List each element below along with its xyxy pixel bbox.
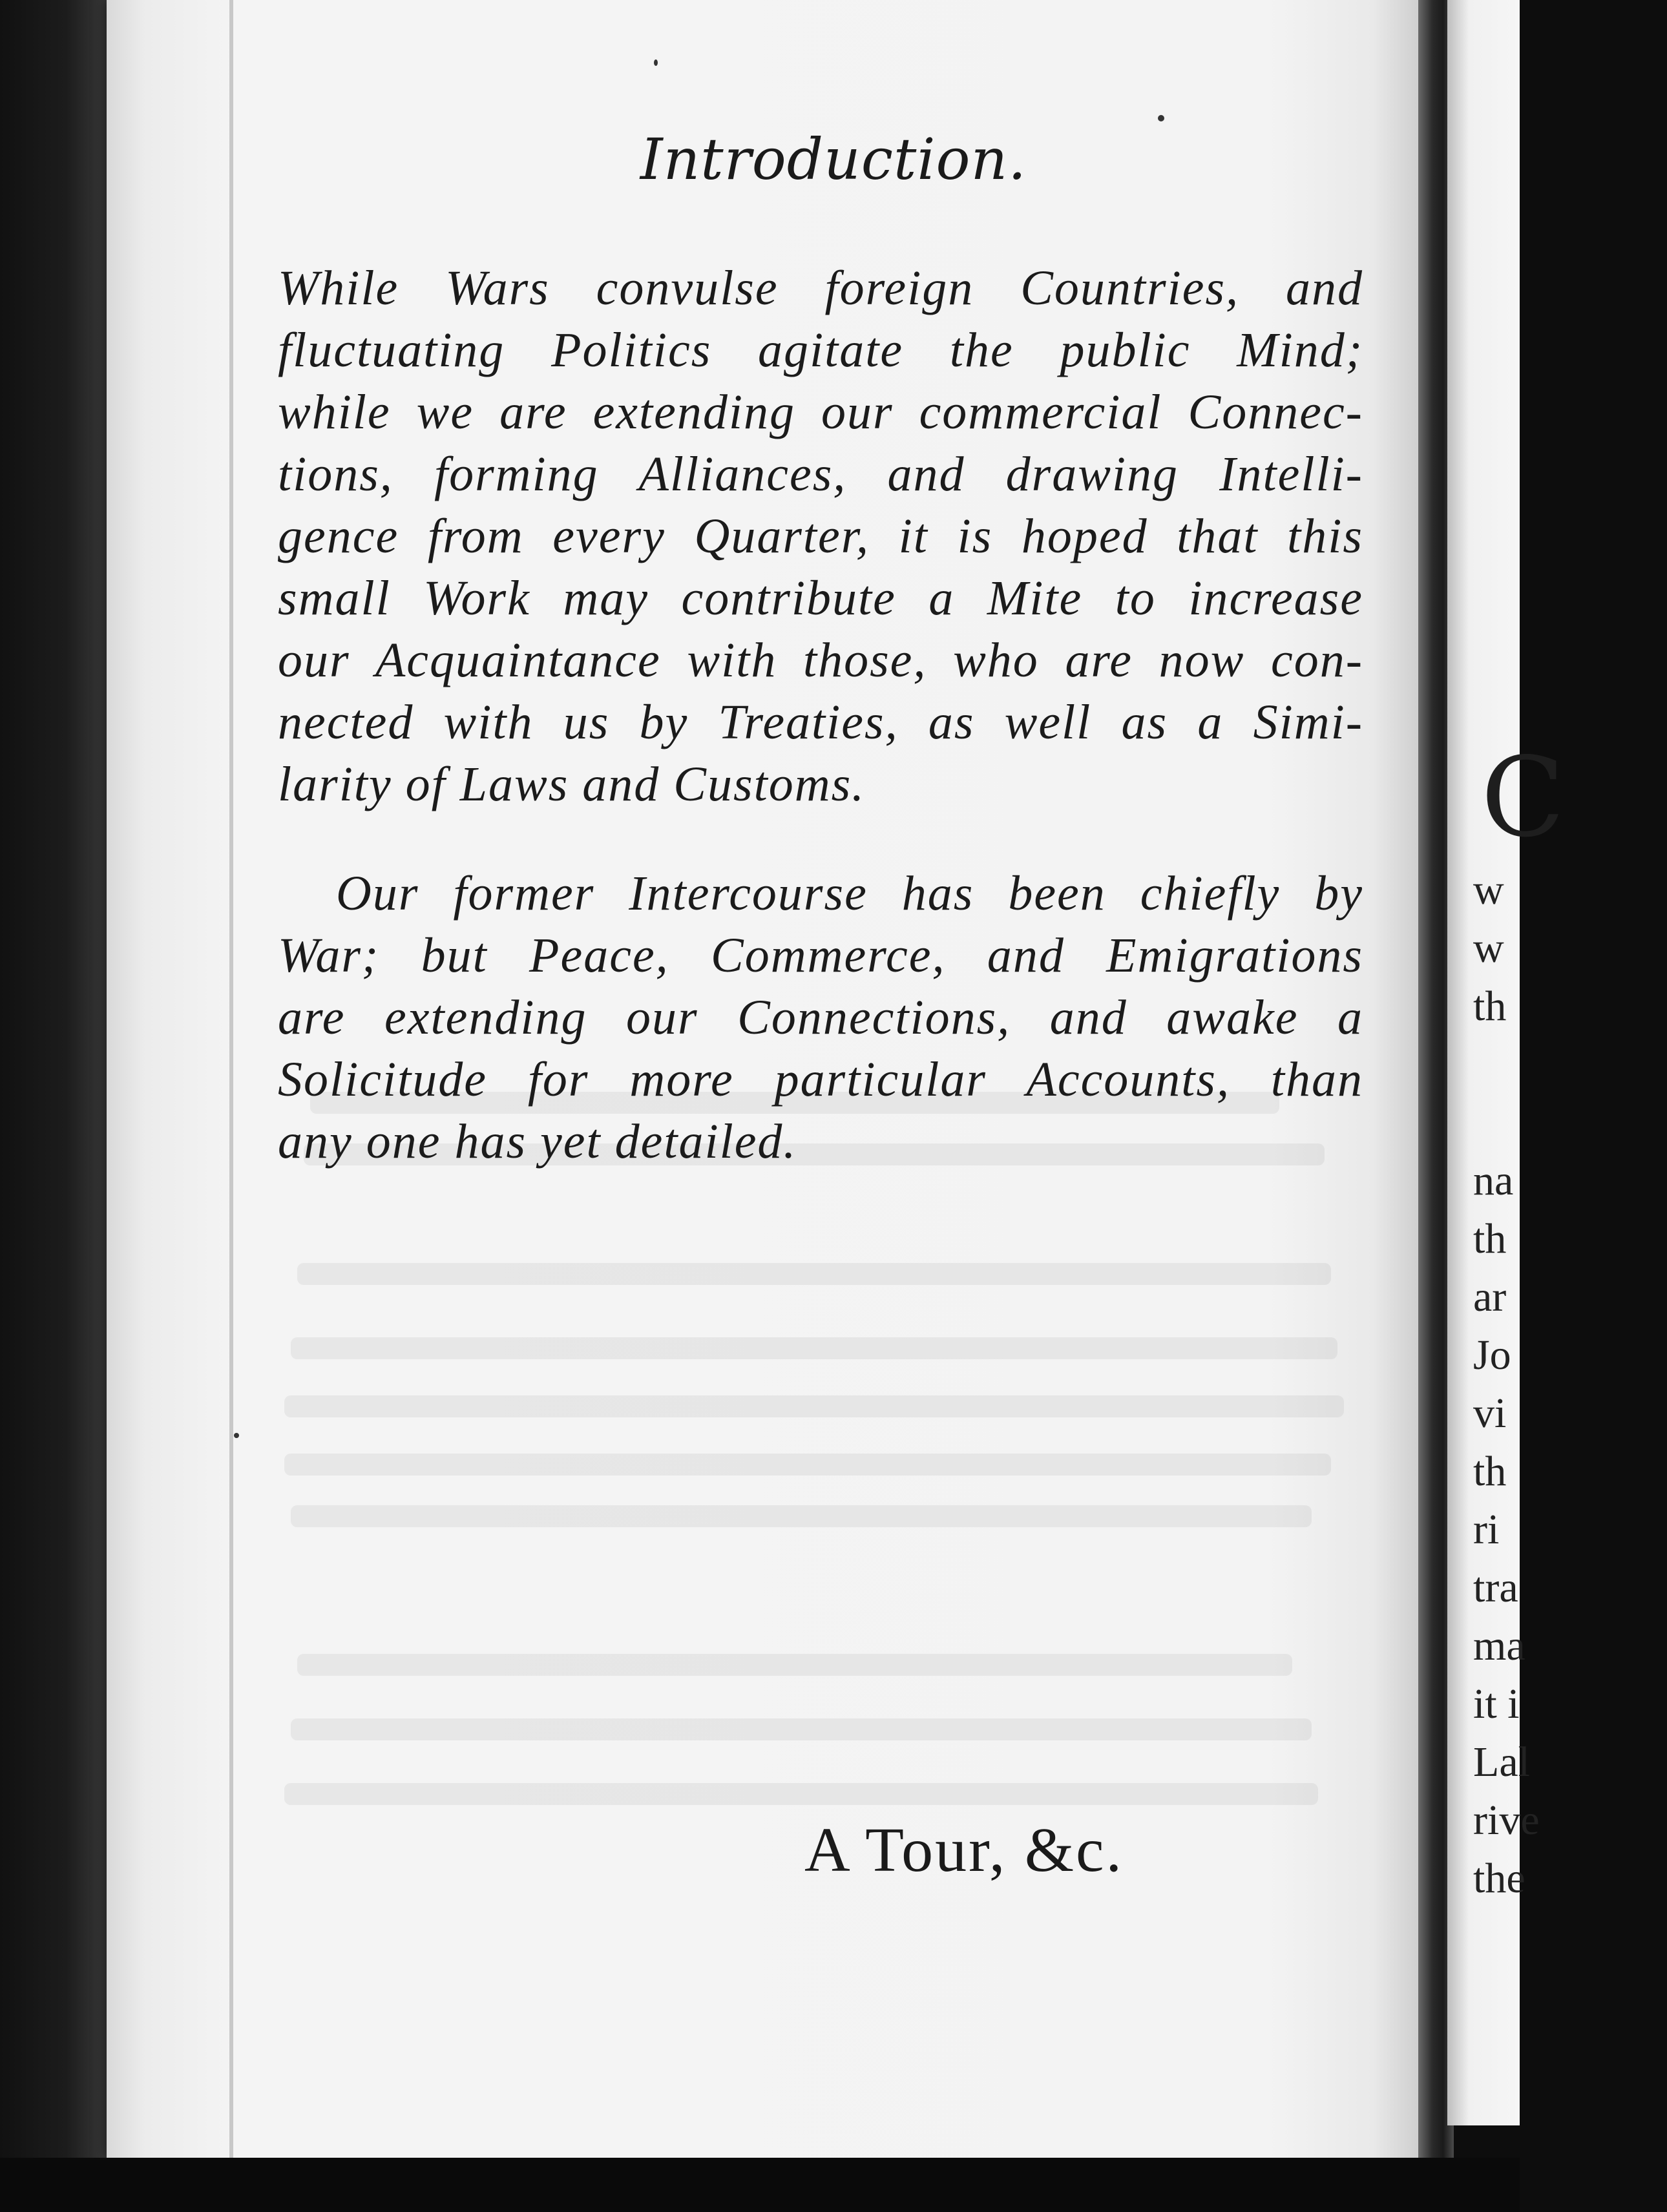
text-line: while we are extending our commercial Connec-	[278, 385, 1363, 439]
bleed-through-line	[291, 1337, 1337, 1359]
paragraph-2	[278, 862, 1363, 1173]
next-page-line: ma	[1473, 1622, 1525, 1669]
next-page-line: Jo	[1473, 1331, 1511, 1379]
next-page-line: th	[1473, 1215, 1507, 1262]
catchword: A Tour, &c.	[804, 1815, 1124, 1885]
bleed-through-line	[297, 1263, 1331, 1285]
next-page-line: na	[1473, 1157, 1514, 1204]
next-page-edge	[1447, 0, 1566, 2125]
next-page-line: th	[1473, 983, 1507, 1030]
text-line: small Work may contribute a Mite to increase	[278, 571, 1363, 625]
next-page-line: w	[1473, 866, 1504, 913]
text-line: gence from every Quarter, it is hoped that this	[278, 509, 1363, 563]
next-page-line: vi	[1473, 1390, 1507, 1437]
text-line: tions, forming Alliances, and drawing Intelli-	[278, 447, 1363, 501]
text-line: Solicitude for more particular Accounts, than	[278, 1052, 1363, 1107]
text-line: our Acquaintance with those, who are now con-	[278, 633, 1363, 687]
next-page-line: rive	[1473, 1797, 1540, 1844]
bleed-through-line	[291, 1505, 1312, 1527]
next-page-line: ar	[1473, 1273, 1507, 1320]
page-title: Introduction.	[640, 126, 1027, 193]
next-page-line: Lal	[1473, 1738, 1530, 1786]
next-page-line: w	[1473, 924, 1504, 972]
drop-cap-initial: C	[1481, 734, 1566, 862]
text-line: are extending our Connections, and awake a	[278, 990, 1363, 1045]
text-line: Our former Intercourse has been chiefly by	[336, 866, 1363, 921]
bleed-through-line	[284, 1783, 1318, 1805]
text-line: War; but Peace, Commerce, and Emigrations	[278, 928, 1363, 983]
bleed-through-line	[297, 1654, 1292, 1676]
text-line: larity of Laws and Customs.	[278, 757, 866, 811]
text-line: nected with us by Treaties, as well as a Simi-	[278, 695, 1363, 749]
bleed-through-line	[291, 1718, 1312, 1740]
next-page-line: th	[1473, 1448, 1507, 1495]
text-line: fluctuating Politics agitate the public Mind;	[278, 323, 1363, 377]
bleed-through-line	[284, 1395, 1344, 1417]
ink-speck	[1158, 115, 1164, 121]
text-line: any one has yet detailed.	[278, 1114, 797, 1169]
ink-speck	[654, 59, 658, 66]
next-page-line: it i	[1473, 1680, 1520, 1727]
next-page-line: the	[1473, 1855, 1525, 1902]
scan-bottom-margin	[0, 2158, 1520, 2212]
paragraph-1	[278, 257, 1363, 815]
page-edge-line	[229, 0, 233, 2158]
ink-speck	[234, 1433, 239, 1438]
scan-left-margin	[0, 0, 110, 2212]
bleed-through-line	[284, 1454, 1331, 1476]
text-line: While Wars convulse foreign Countries, and	[278, 261, 1363, 315]
next-page-line: ri	[1473, 1506, 1500, 1553]
next-page-line: tra	[1473, 1564, 1518, 1611]
